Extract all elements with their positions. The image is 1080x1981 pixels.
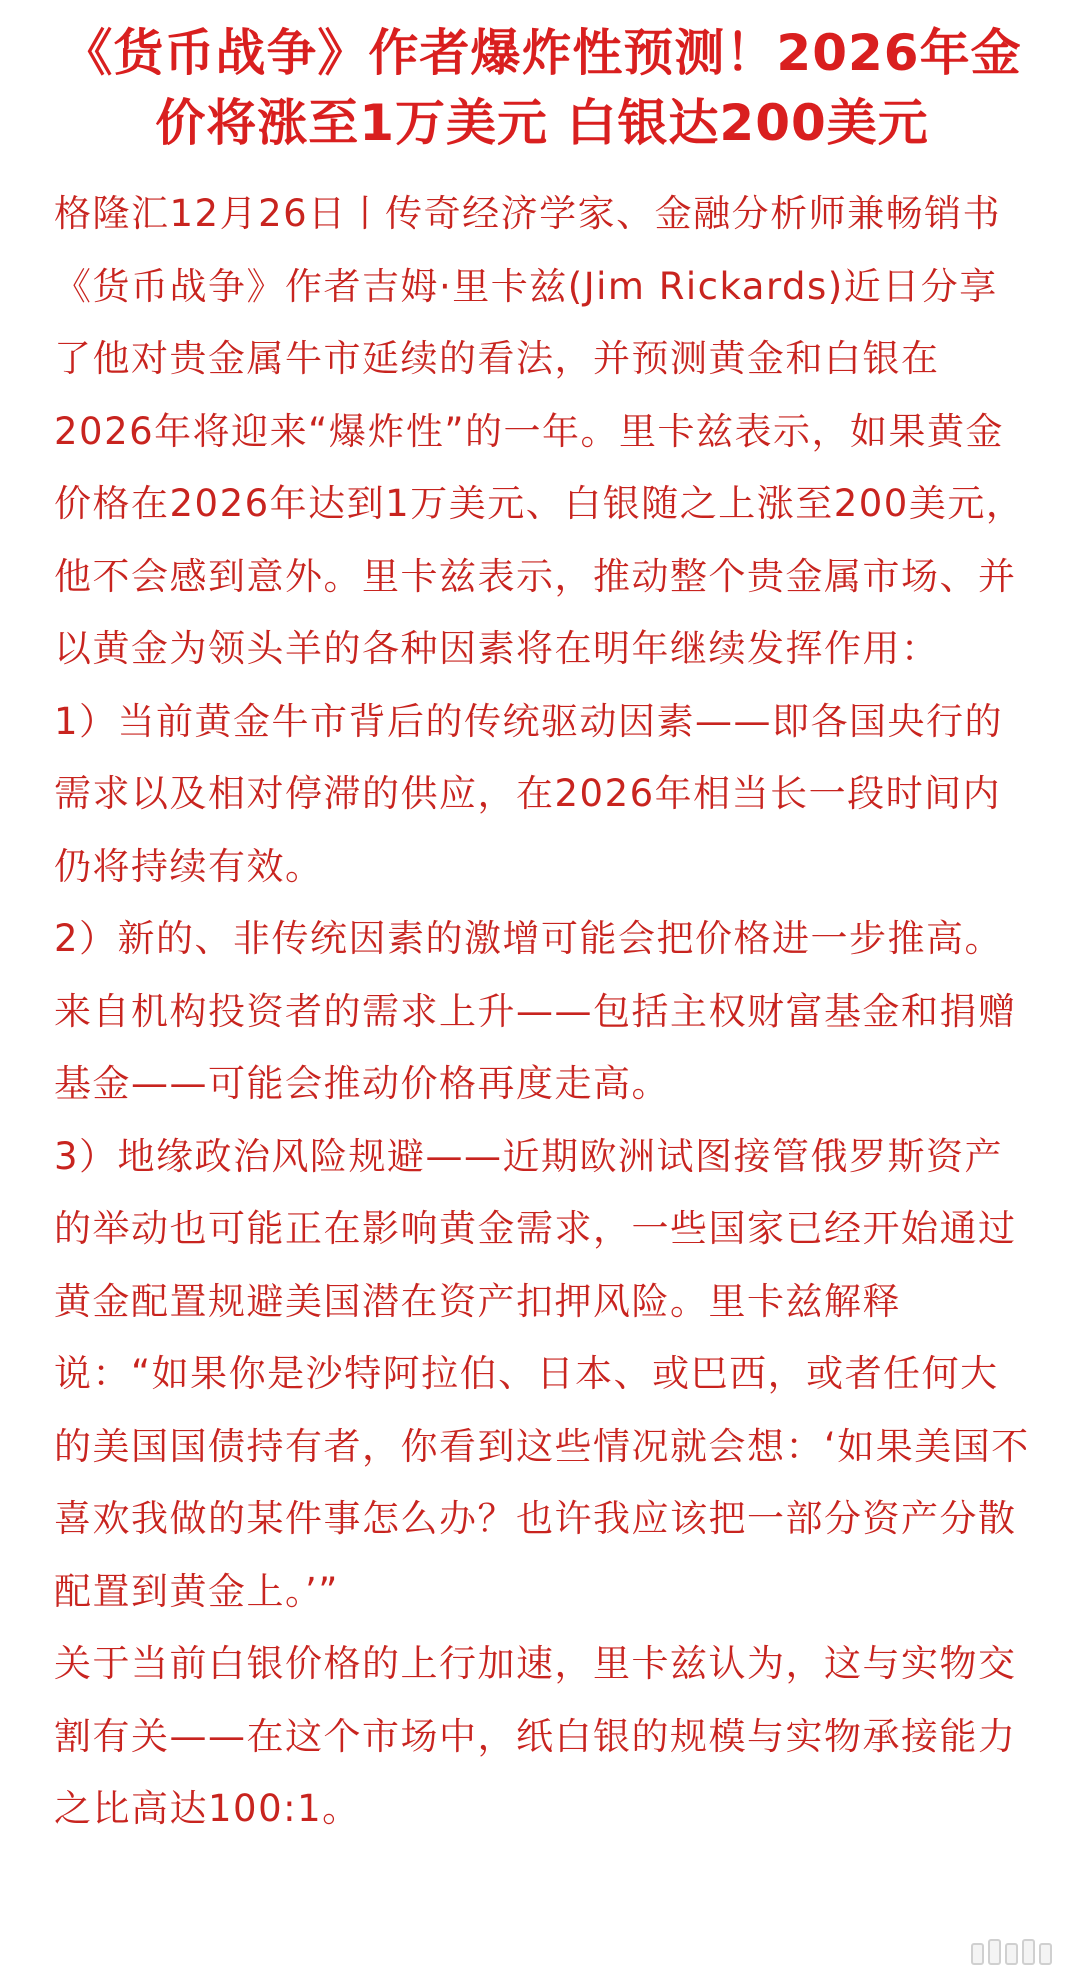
paragraph-intro: 格隆汇12月26日丨传奇经济学家、金融分析师兼畅销书《货币战争》作者吉姆·里卡兹(Jim Rickards)近日分享了他对贵金属牛市延续的看法，并预测黄金和白银在2026年将迎来“爆炸性”的一年。里卡兹表示，如果黄金价格在2026年达到1万美元、白银随之上涨至200美元，他不会感到意外。里卡兹表示，推动整个贵金属市场、并以黄金为领头羊的各种因素将在明年继续发挥作用： bbox=[54, 192, 1025, 670]
article-title: 《货币战争》作者爆炸性预测！2026年金价将涨至1万美元 白银达200美元 bbox=[62, 24, 1022, 152]
watermark-bar bbox=[971, 1943, 984, 1965]
paragraph-point-3: 3）地缘政治风险规避——近期欧洲试图接管俄罗斯资产的举动也可能正在影响黄金需求，一些国家已经开始通过黄金配置规避美国潜在资产扣押风险。里卡兹解释说：“如果你是沙特阿拉伯、日本、或巴西，或者任何大的美国国债持有者，你看到这些情况就会想：‘如果美国不喜欢我做的某件事怎么办？也许我应该把一部分资产分散配置到黄金上。’” bbox=[54, 1134, 1030, 1613]
paragraph-point-1: 1）当前黄金牛市背后的传统驱动因素——即各国央行的需求以及相对停滞的供应，在2026年相当长一段时间内仍将持续有效。 bbox=[54, 699, 1004, 888]
watermark-bar bbox=[988, 1939, 1001, 1965]
watermark-bar bbox=[1039, 1943, 1052, 1965]
watermark-icon bbox=[971, 1939, 1052, 1965]
article-body bbox=[54, 178, 1030, 1846]
paragraph-point-2: 2）新的、非传统因素的激增可能会把价格进一步推高。来自机构投资者的需求上升——包括主权财富基金和捐赠基金——可能会推动价格再度走高。 bbox=[54, 917, 1017, 1105]
paragraph-silver: 关于当前白银价格的上行加速，里卡兹认为，这与实物交割有关——在这个市场中，纸白银的规模与实物承接能力之比高达100:1。 bbox=[54, 1642, 1017, 1830]
watermark-bar bbox=[1022, 1939, 1035, 1965]
watermark-bar bbox=[1005, 1943, 1018, 1965]
